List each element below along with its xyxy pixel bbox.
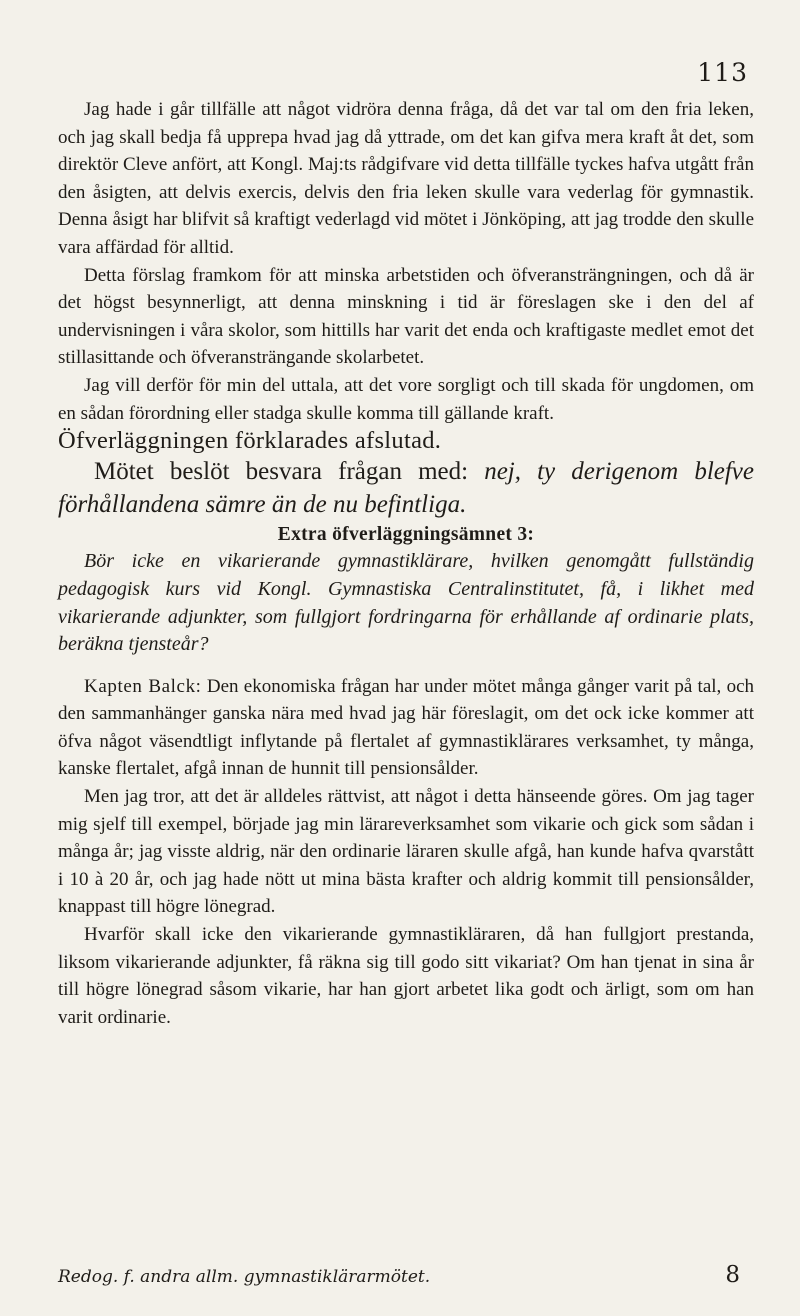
decision-lead: Mötet beslöt besvara frågan med: (94, 457, 485, 485)
answer-paragraph-3: Hvarför skall icke den vikarierande gymnastikläraren, då han fullgjort prestanda, liksom vikarierande adjunkter, få räkna sig till godo sitt vikariat? Om han tjenat in sina år till högre lönegrad såsom vikarie, har han gjort arbetet lika godt och ärligt, som om han varit ordinarie. (58, 924, 754, 1028)
paragraph-2: Detta förslag framkom för att minska arbetstiden och öfveransträngningen, och då är det högst besynnerligt, att denna minskning i tid är föreslagen ske i den del af undervisningen i våra skolor, som hittills har varit det enda och kraftigaste medlet emot det stillasittande och öfveransträngande skolarbetet. (58, 264, 754, 369)
answer-paragraph-1-text: Den ekonomiska frågan har under mötet många gånger varit på tal, och den sammanhänger ganska nära med hvad jag här föreslagit, om det ock icke kommer att öfva något väsendtligt inflytande på flertalet af gymnastiklärares verksamhet, ty många, kanske flertalet, afgå innan de hunnit till pensionsålder. (58, 675, 755, 780)
extra-topic-heading: Extra öfverläggningsämnet 3: (277, 523, 535, 545)
answer-paragraph-2: Men jag tror, att det är alldeles rättvist, att något i detta hänseende göres. Om jag tager mig sjelf till exempel, började jag min lärareverksamhet som vikarie och gick som sådan i många år; jag visste aldrig, när den ordinarie läraren skulle afgå, han kunde hafva qvarstått i 10 à 20 år, och jag hade nött ut mina bästa krafter och aldrig kommit till pensionsålder, knappast till högre lönegrad. (58, 786, 754, 918)
paragraph-3: Jag vill derför för min del uttala, att det vore sorgligt och till skada för ungdomen, om en sådan förordning eller stadga skulle komma till gällande kraft. (58, 374, 754, 424)
resolution-heading: Öfverläggningen förklarades afslutad. (58, 427, 442, 455)
page-footer (58, 1262, 740, 1288)
signature-mark: 8 (725, 1262, 740, 1288)
page-body (58, 96, 754, 1031)
footer-reference: Redog. f. andra allm. gymnastiklärarmötet. (58, 1267, 431, 1287)
answer-paragraph-1 (58, 673, 754, 783)
decision-verdict: nej, ty derigenom blefve förhållandena sämre än de nu befintliga. (58, 457, 754, 518)
page-number: 113 (697, 58, 748, 87)
paragraph-1: Jag hade i går tillfälle att något vidröra denna fråga, då det var tal om den fria leken, och jag skall bedja få upprepa hvad jag då yttrade, om det kan gifva mera kraft åt det, som direktör Cleve anfört, att Kongl. Maj:ts rådgifvare vid detta tillfälle tyckes hafva utgått från den åsigten, att delvis exercis, delvis den fria leken skulle vara vederlag för gymnastik. Denna åsigt har blifvit så kraftigt vederlagd vid mötet i Jönköping, att jag trodde den skulle vara affärdad för alltid. (58, 99, 754, 258)
speaker-name: Kapten Balck: (84, 675, 202, 697)
extra-topic-question: Bör icke en vikarierande gymnastiklärare, hvilken genomgått fullständig pedagogisk kurs vid Kongl. Gymnastiska Centralinstitutet, få, i likhet med vikarierande adjunkter, som fullgjort fordringarna för erhållande af ordinarie plats, beräkna tjensteår? (58, 550, 754, 656)
decision-text (58, 455, 754, 521)
